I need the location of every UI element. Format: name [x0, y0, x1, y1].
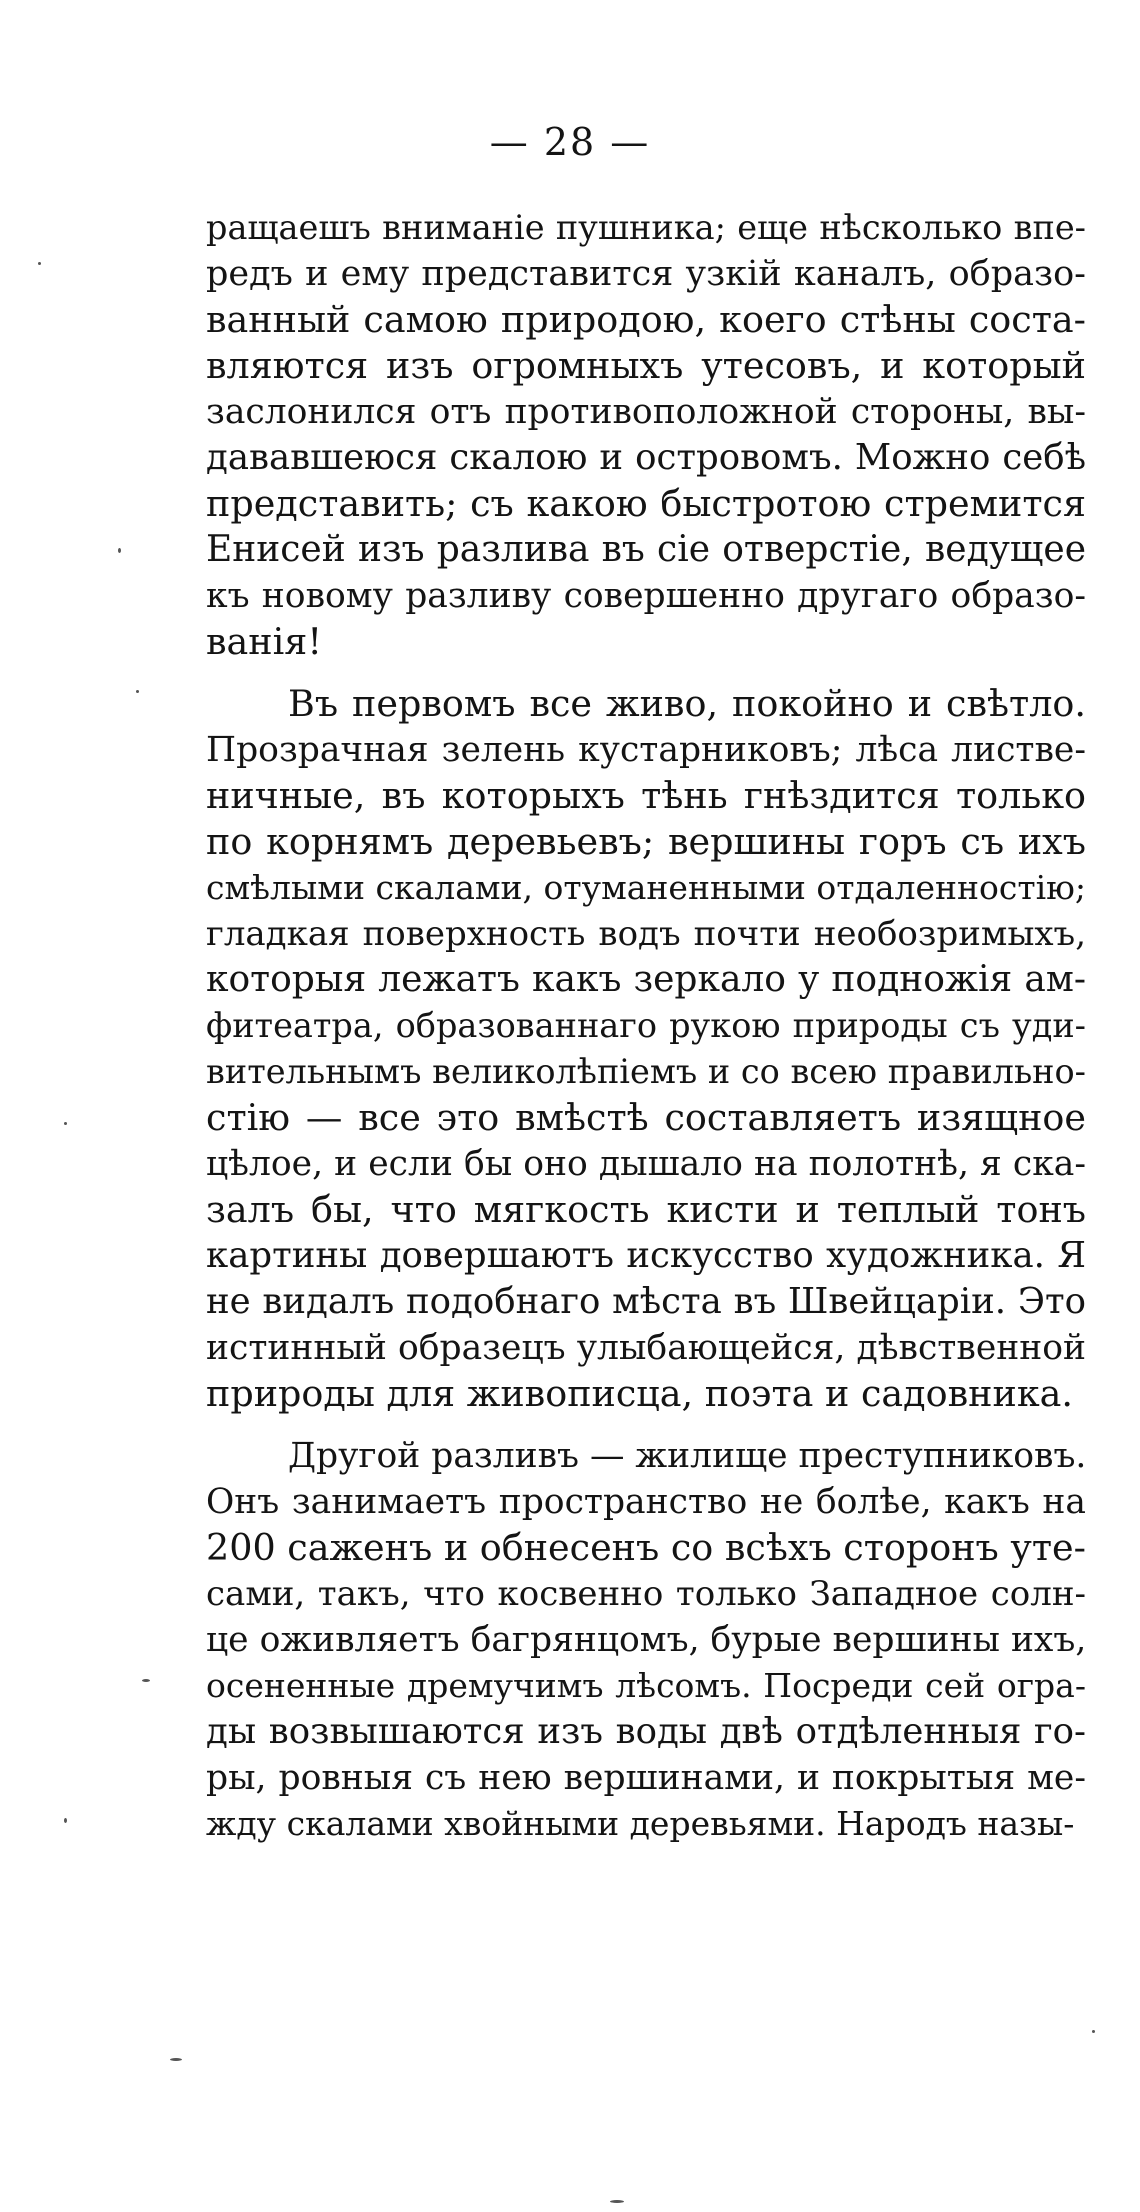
scan-speck — [118, 548, 121, 553]
text-line: це оживляетъ багрянцомъ, бурые вершины ихъ, — [206, 1620, 1087, 1660]
text-line: Прозрачная зелень кустарниковъ; лѣса листве- — [206, 730, 1086, 770]
scan-speck — [38, 262, 41, 265]
text-line: къ новому разливу совершенно другаго образо- — [206, 576, 1086, 616]
text-line: смѣлыми скалами, отуманенными отдаленностію; — [206, 868, 1086, 907]
paragraph — [206, 205, 1086, 665]
text-line: по корнямъ деревьевъ; вершины горъ съ ихъ — [206, 820, 1086, 863]
scan-speck — [610, 2200, 624, 2203]
scan-speck — [64, 1122, 67, 1125]
text-line: цѣлое, и если бы оно дышало на полотнѣ, я ска- — [206, 1144, 1086, 1184]
paragraph — [206, 1433, 1086, 1847]
text-line: истинный образецъ улыбающейся, дѣвственной — [206, 1328, 1086, 1368]
text-line: ванія! — [206, 620, 323, 663]
paragraph-gap — [206, 1417, 1086, 1433]
text-line: Енисей изъ разлива въ сіе отверстіе, ведущее — [206, 529, 1086, 570]
text-line: ванный самою природою, коего стѣны соста- — [206, 298, 1086, 341]
text-line: ды возвышаются изъ воды двѣ отдѣленныя го- — [206, 1711, 1086, 1752]
scan-speck — [1092, 2030, 1095, 2033]
text-line: ращаешъ вниманіе пушника; еще нѣсколько впе- — [206, 208, 1086, 247]
text-line: редъ и ему представится узкій каналъ, образо- — [206, 254, 1086, 294]
text-line: 200 саженъ и обнесенъ со всѣхъ сторонъ уте- — [206, 1526, 1086, 1569]
paragraph-gap — [206, 665, 1086, 681]
text-line: ры, ровныя съ нею вершинами, и покрытыя ме- — [206, 1758, 1086, 1798]
text-line: сами, такъ, что косвенно только Западное солн- — [206, 1574, 1086, 1614]
text-line: залъ бы, что мягкость кисти и теплый тонъ — [206, 1188, 1086, 1231]
paragraph — [206, 681, 1086, 1417]
text-line: заслонился отъ противоположной стороны, вы- — [206, 392, 1086, 432]
scan-speck — [136, 690, 139, 693]
body-text — [206, 205, 1086, 1847]
text-line: вляются изъ огромныхъ утесовъ, и который — [206, 344, 1086, 387]
text-line: картины довершаютъ искусство художника. Я — [206, 1235, 1086, 1276]
text-line: Онъ занимаетъ пространство не болѣе, какъ на — [206, 1482, 1086, 1522]
text-line: фитеатра, образованнаго рукою природы съ уди- — [206, 1006, 1086, 1045]
text-line: осененные дремучимъ лѣсомъ. Посреди сей огра- — [206, 1666, 1086, 1705]
text-line: которыя лежатъ какъ зеркало у подножія ам- — [206, 959, 1086, 1000]
text-line: дававшеюся скалою и островомъ. Можно себѣ — [206, 437, 1086, 478]
scan-speck — [64, 1818, 67, 1823]
text-line: стію — все это вмѣстѣ составляетъ изящное — [206, 1096, 1086, 1139]
text-line: гладкая поверхность водъ почти необозримыхъ, — [206, 914, 1086, 954]
scan-speck — [142, 1679, 150, 1682]
text-line: жду скалами хвойными деревьями. Народъ назы- — [206, 1804, 1075, 1843]
page-number: — 28 — — [489, 120, 651, 164]
text-line: не видалъ подобнаго мѣста въ Швейцаріи. Это — [206, 1281, 1086, 1322]
text-line: вительнымъ великолѣпіемъ и со всею правильно- — [206, 1052, 1086, 1091]
text-line: представить; съ какою быстротою стремится — [206, 482, 1086, 525]
text-line: Другой разливъ — жилище преступниковъ. — [288, 1436, 1087, 1476]
text-line: Въ первомъ все живо, покойно и свѣтло. — [288, 682, 1086, 725]
scan-speck — [170, 2058, 182, 2061]
text-line: ничные, въ которыхъ тѣнь гнѣздится только — [206, 774, 1086, 817]
text-line: природы для живописца, поэта и садовника. — [206, 1372, 1073, 1415]
